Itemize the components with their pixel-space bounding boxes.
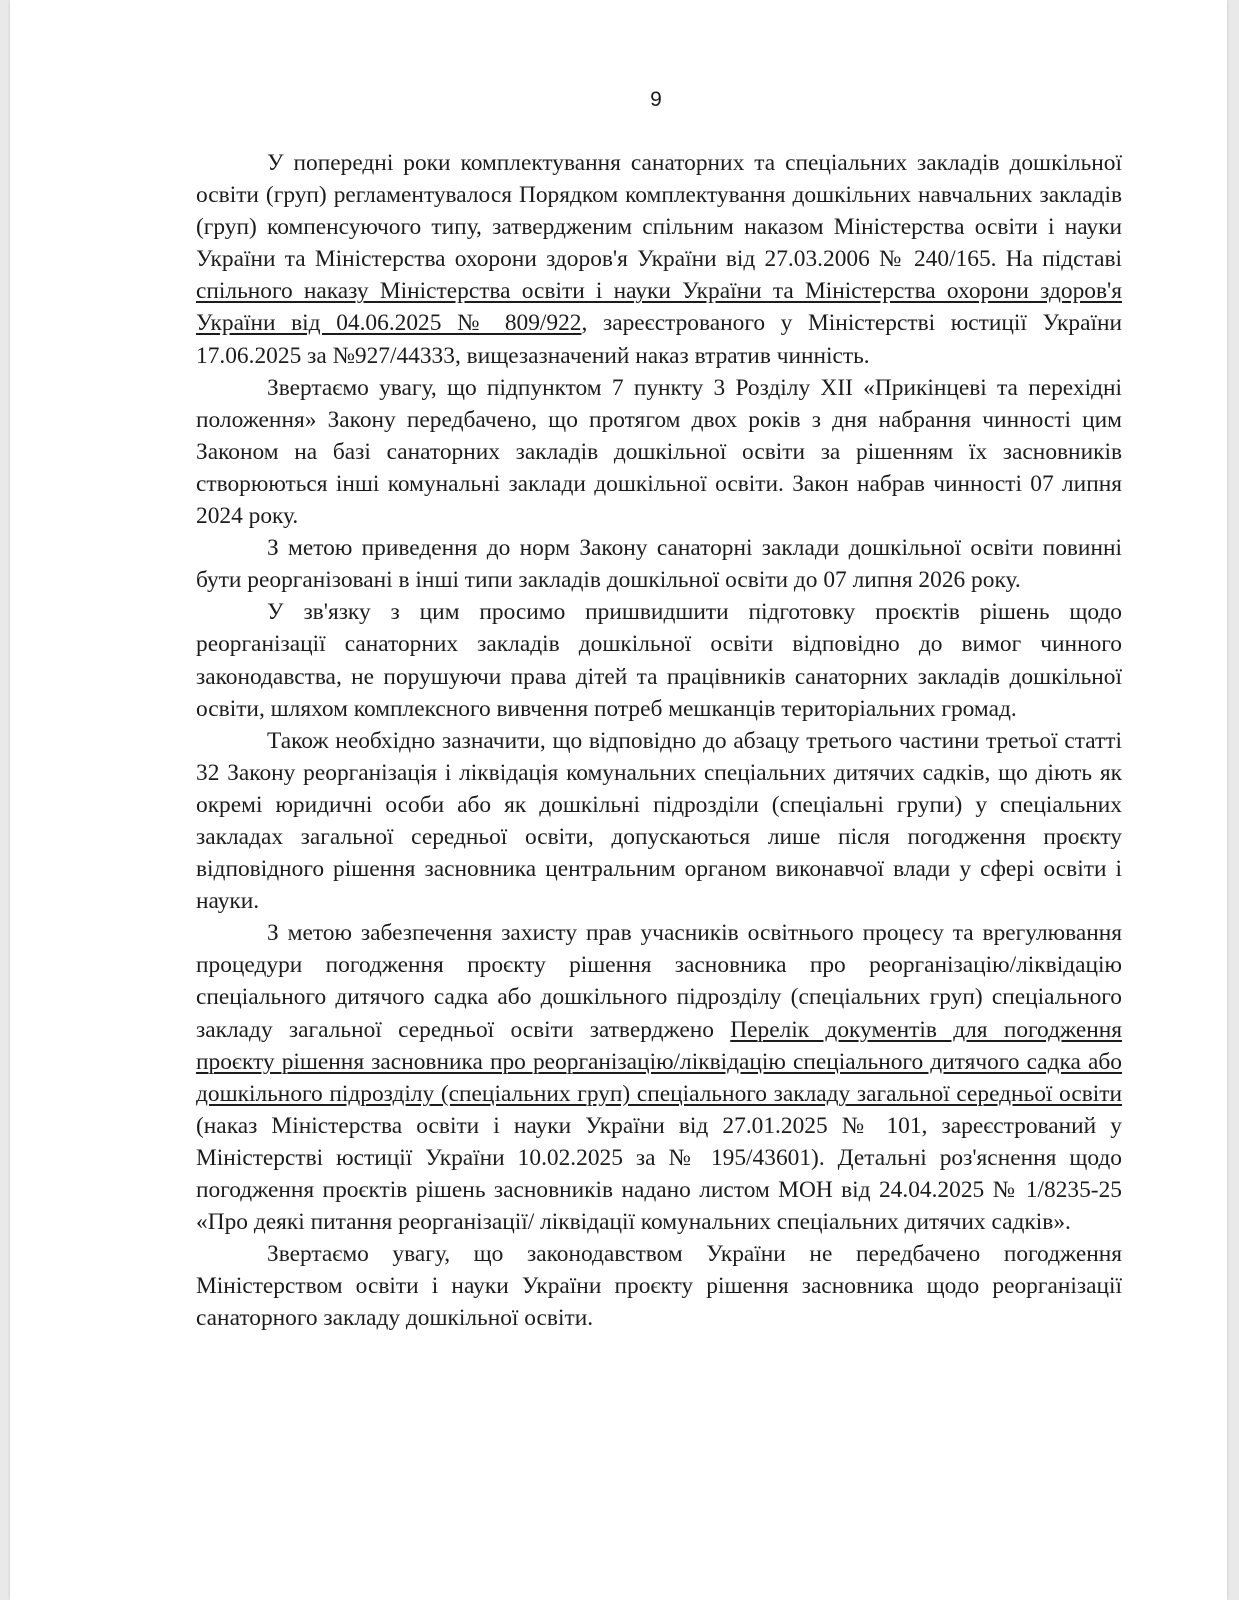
paragraph-7: Звертаємо увагу, що законодавством України не передбачено погодження Міністерством освіти і науки України проєкту рішення засновника щодо реорганізації санаторного закладу дошкільної освіти. xyxy=(196,1241,1122,1332)
paragraph-2: Звертаємо увагу, що підпунктом 7 пункту 3 Розділу XII «Прикінцеві та перехідні положення» Закону передбачено, що протягом двох років з дня набрання чинності цим Законом на базі санаторних закладів дошкільної освіти за рішенням їх засновників створюються інші комунальні заклади дошкільної освіти. Закон набрав чинності 07 липня 2024 року. xyxy=(196,374,1122,530)
paragraph-4: У зв'язку з цим просимо пришвидшити підготовку проєктів рішень щодо реорганізації санаторних закладів дошкільної освіти відповідно до вимог чинного законодавства, не порушуючи права дітей та працівників санаторних закладів дошкільної освіти, шляхом комплексного вивчення потреб мешканців територіальних громад. xyxy=(196,599,1122,722)
documents-list-link[interactable]: Перелік документів для погодження проєкту рішення засновника про реорганізацію/ліквідацію спеціального дитячого садка або дошкільного підрозділу (спеціальних груп) спеціального закладу загальної середньої освіти xyxy=(196,1016,1122,1107)
document-body xyxy=(196,147,1122,1334)
order-809-922-link[interactable]: спільного наказу Міністерства освіти і науки України та Міністерства охорони здоров'я України від 04.06.2025 № 809/922 xyxy=(196,278,1122,337)
paragraph-1-text-end: , зареєстрованого у Міністерстві юстиції України 17.06.2025 за №927/44333, вищезазначений наказ втратив чинність. xyxy=(196,310,1122,369)
paragraph-3: З метою приведення до норм Закону санаторні заклади дошкільної освіти повинні бути реорганізовані в інші типи закладів дошкільної освіти до 07 липня 2026 року. xyxy=(196,535,1122,594)
document-page xyxy=(10,0,1227,1600)
paragraph-6-text-end: (наказ Міністерства освіти і науки України від 27.01.2025 № 101, зареєстрований у Міністерстві юстиції України 10.02.2025 за № 195/43601). Детальні роз'яснення щодо погодження проєктів рішень засновників надано листом МОН від 24.04.2025 № 1/8235-25 «Про деякі питання реорганізації/ ліквідації комунальних спеціальних дитячих садків». xyxy=(196,1112,1122,1236)
paragraph-6-text: З метою забезпечення захисту прав учасників освітнього процесу та врегулювання процедури погодження проєкту рішення засновника про реорганізацію/ліквідацію спеціального дитячого садка або дошкільного підрозділу (спеціальних груп) спеціального закладу загальної середньої освіти затверджено xyxy=(196,920,1122,1043)
paragraph-6 xyxy=(196,917,1122,1238)
paragraph-1 xyxy=(196,147,1122,372)
paragraph-5: Також необхідно зазначити, що відповідно до абзацу третього частини третьої статті 32 Закону реорганізація і ліквідація комунальних спеціальних дитячих садків, що діють як окремі юридичні особи або як дошкільні підрозділи (спеціальні групи) у спеціальних закладах загальної середньої освіти, допускаються лише після погодження проєкту відповідного рішення засновника центральним органом виконавчої влади у сфері освіти і науки. xyxy=(196,727,1122,915)
paragraph-1-text: У попередні роки комплектування санаторних та спеціальних закладів дошкільної освіти (груп) регламентувалося Порядком комплектування дошкільних навчальних закладів (груп) компенсуючого типу, затвердженим спільним наказом Міністерства освіти і науки України та Міністерства охорони здоров'я України від 27.03.2006 № 240/165. На підставі xyxy=(196,150,1122,273)
page-number: 9 xyxy=(650,88,662,111)
